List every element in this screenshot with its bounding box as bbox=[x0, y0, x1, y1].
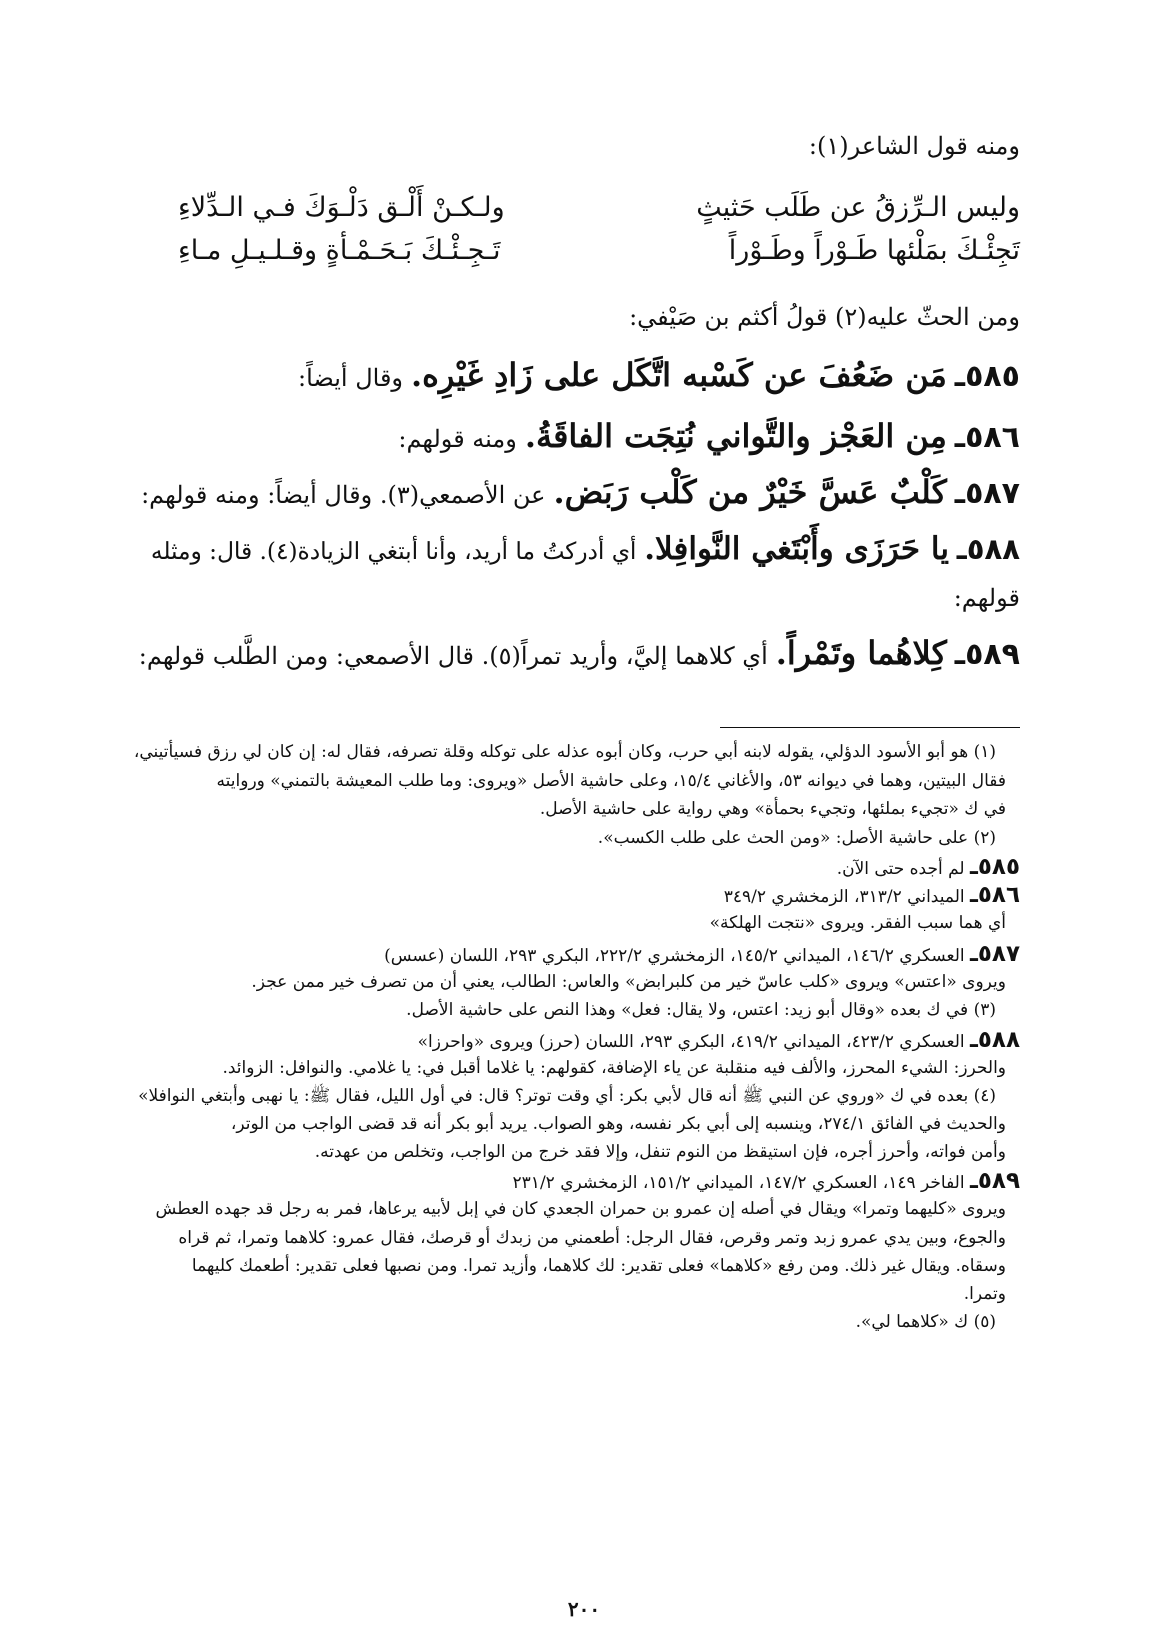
proverb-number: ٥٨٧ـ bbox=[954, 476, 1020, 511]
note-589-line4: وتمرا. bbox=[963, 1284, 1006, 1304]
intro-line-poet: ومنه قول الشاعر(١): bbox=[808, 132, 1020, 160]
note-588 bbox=[130, 1029, 1020, 1052]
note-text: العسكري ١٤٦/٢، الميداني ١٤٥/٢، الزمخشري ٢٢٢/٢، البكري ٢٩٣، اللسان (عسس) bbox=[384, 946, 965, 966]
proverb-commentary: أي كلاهما إليَّ، وأريد تمراً(٥). قال الأصمعي: ومن الطَّلب قولهم: bbox=[138, 642, 768, 670]
proverb-586 bbox=[130, 417, 1020, 455]
proverb-commentary: عن الأصمعي(٣). وقال أيضاً: ومنه قولهم: bbox=[141, 481, 546, 509]
footnote-4-line1: (٤) بعده في ك «وروي عن النبي ﷺ أنه قال لأبي بكر: أي وقت توتر؟ قال: في أول الليل، فقال ﷺ: يا نهبى وأبتغي النوافلا» bbox=[138, 1086, 996, 1106]
page-number: ٢٠٠ bbox=[567, 1597, 601, 1621]
proverb-number: ٥٨٦ـ bbox=[954, 420, 1020, 455]
footnote-divider bbox=[720, 727, 1020, 728]
note-text: العسكري ٤٢٣/٢، الميداني ٤١٩/٢، البكري ٢٩٣، اللسان (حرز) ويروى «واحرزا» bbox=[417, 1032, 965, 1052]
note-text: الفاخر ١٤٩، العسكري ١٤٧/٢، الميداني ١٥١/٢، الزمخشري ٢٣١/٢ bbox=[512, 1173, 965, 1193]
proverb-text: يا حَرَزَى وأَبْتَغي النَّوافِلا. bbox=[644, 531, 949, 567]
note-589-line3: وسقاه. ويقال غير ذلك. ومن رفع «كلاهما» فعلى تقدير: لك كلاهما، وأزيد تمرا. ومن نصبها فعلى تقدير: أطعمك كليهما bbox=[191, 1256, 1006, 1276]
footnote-2: (٢) على حاشية الأصل: «ومن الحث على طلب الكسب». bbox=[597, 828, 996, 848]
note-586-comment: أي هما سبب الفقر. ويروى «نتجت الهلكة» bbox=[709, 913, 1006, 933]
proverb-text: كِلاهُما وتَمْراً. bbox=[775, 634, 947, 672]
proverb-text: مِن العَجْز والتَّواني نُتِجَت الفاقَةُ. bbox=[524, 417, 947, 455]
note-588-comment: والحرز: الشيء المحرز، والألف فيه منقلبة عن ياء الإضافة، كقولهم: يا غلاما أقبل في: يا غلامي. والنوافل: الزوائد. bbox=[222, 1058, 1006, 1078]
proverb-588 bbox=[130, 531, 1020, 567]
poem-row2-right: تَجِئْـكَ بمَلْئها طَـوْراً وطَـوْراً bbox=[728, 235, 1020, 266]
intro-line-exhortation: ومن الحثّ عليه(٢) قولُ أكثم بن صَيْفي: bbox=[629, 303, 1020, 331]
note-text: لم أجده حتى الآن. bbox=[836, 859, 965, 879]
proverb-text: كَلْبٌ عَسَّ خَيْرٌ من كَلْب رَبَض. bbox=[553, 473, 947, 511]
poem-row1-right: وليس الـرِّزقُ عن طَلَب حَثيثٍ bbox=[696, 192, 1020, 223]
note-589 bbox=[130, 1170, 1020, 1193]
note-589-line1: ويروى «كليهما وتمرا» ويقال في أصله إن عمرو بن حمران الجعدي كان في إبل لأبيه يرعاها، فمر به رجل قد جهده العطش bbox=[155, 1199, 1006, 1219]
footnote-3: (٣) في ك بعده «وقال أبو زيد: اعتس، ولا يقال: فعل» وهذا النص على حاشية الأصل. bbox=[406, 1000, 996, 1020]
footnote-4-line3: وأمن فواته، وأحرز أجره، فإن استيقظ من النوم تنفل، وإلا فقد خرج من الواجب، وتخلص من عهدته. bbox=[314, 1142, 1006, 1162]
proverb-number: ٥٨٥ـ bbox=[954, 359, 1020, 394]
proverb-commentary: وقال أيضاً: bbox=[298, 364, 404, 392]
note-number: ٥٨٩ـ bbox=[970, 1168, 1020, 1194]
proverb-number: ٥٨٨ـ bbox=[956, 532, 1020, 566]
proverb-587 bbox=[130, 473, 1020, 511]
note-number: ٥٨٦ـ bbox=[970, 882, 1020, 908]
note-number: ٥٨٥ـ bbox=[970, 854, 1020, 880]
proverb-commentary: أي أدركتُ ما أريد، وأنا أبتغي الزيادة(٤). قال: ومثله bbox=[150, 538, 637, 565]
poem-row2-left: تَـجِـئْـكَ بَـحَـمْـأةٍ وقـلـيـلِ مـاءِ bbox=[178, 235, 501, 266]
proverb-text: مَن ضَعُفَ عن كَسْبه اتَّكَل على زَادِ غَيْرِه. bbox=[410, 356, 947, 394]
note-589-line2: والجوع، وبين يدي عمرو زبد وتمر وقرص، فقال الرجل: أطعمني من زبدك أو قرصك، فقال عمرو: كلاهما وتمرا، ثم قراه bbox=[178, 1228, 1006, 1248]
footnote-4-line2: والحديث في الفائق ٢٧٤/١، وينسبه إلى أبي بكر نفسه، وهو الصواب. يريد أبو بكر أنه قد قضى الواجب من الوتر، bbox=[230, 1114, 1006, 1134]
footnote-1-line1: (١) هو أبو الأسود الدؤلي، يقوله لابنه أبي حرب، وكان أبوه عذله على توكله وقلة تصرفه، فقال له: إن كان لي رزق فسيأتيني، bbox=[133, 742, 996, 762]
note-number: ٥٨٧ـ bbox=[970, 941, 1020, 967]
footnote-5: (٥) ك «كلاهما لي». bbox=[855, 1312, 996, 1332]
note-587-comment: ويروى «اعتس» ويروى «كلب عاسّ خير من كلبرابض» والعاس: الطالب، يعني أن من تصرف خير ممن عجز. bbox=[251, 972, 1006, 992]
note-number: ٥٨٨ـ bbox=[970, 1027, 1020, 1053]
proverb-588-continuation: قولهم: bbox=[953, 584, 1020, 612]
poem-row1-left: ولـكـنْ أَلْـق دَلْـوَكَ فـي الـدِّلاءِ bbox=[178, 192, 505, 223]
proverb-589 bbox=[130, 634, 1020, 672]
note-587 bbox=[130, 943, 1020, 966]
footnote-1-line2: فقال البيتين، وهما في ديوانه ٥٣، والأغاني ١٥/٤، وعلى حاشية الأصل «ويروى: وما طلب المعيشة بالتمني» وروايته bbox=[216, 771, 1006, 791]
note-586 bbox=[130, 884, 1020, 907]
footnote-1-line3: في ك «تجيء بملئها، وتجيء بحمأة» وهي رواية على حاشية الأصل. bbox=[539, 799, 1006, 819]
proverb-585 bbox=[130, 356, 1020, 394]
note-text: الميداني ٣١٣/٢، الزمخشري ٣٤٩/٢ bbox=[723, 887, 965, 907]
note-585 bbox=[130, 856, 1020, 879]
proverb-commentary: ومنه قولهم: bbox=[398, 425, 517, 453]
proverb-number: ٥٨٩ـ bbox=[954, 637, 1020, 672]
